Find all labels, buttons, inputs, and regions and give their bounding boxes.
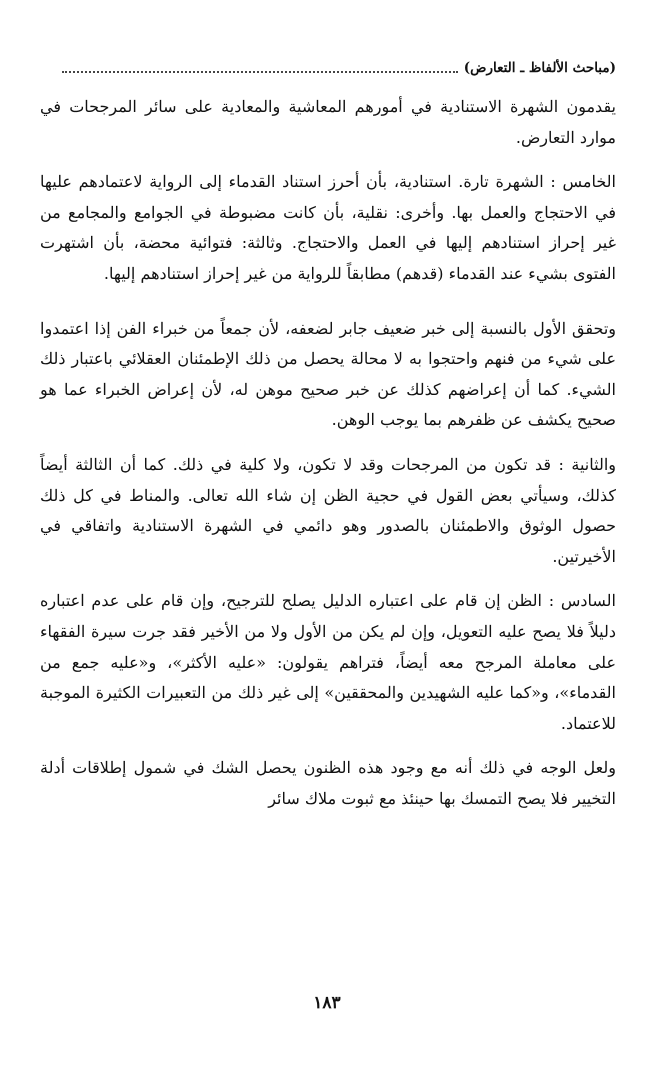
paragraph-1: يقدمون الشهرة الاستنادية في أمورهم المعاشية والمعادية على سائر المرجحات في موارد التعارض. bbox=[40, 97, 616, 147]
paragraph-2: الخامس : الشهرة تارة. استنادية، بأن أحرز استناد القدماء إلى الرواية لاعتمادهم عليها في الاحتجاج والعمل بها. وأخرى: نقلية، بأن كانت مضبوطة في الجوامع والمجامع من غير إحراز استنادهم إليها في العمل والاحتجاج. وثالثة: فتوائية محضة، بأن اشتهرت الفتوى بشيء عند القدماء (قدهم) مطابقاً للرواية من غير إحراز استنادهم إليها. bbox=[40, 172, 616, 283]
paragraph-5: السادس : الظن إن قام على اعتباره الدليل يصلح للترجيح، وإن قام على عدم اعتباره دليلاً فلا يصح عليه التعويل، وإن لم يكن من الأول ولا من الأخير فقد جرت سيرة الفقهاء على معاملة المرجح معه أيضاً، فتراهم يقولون: «عليه الأكثر»، و«عليه جمع من القدماء»، و«كما عليه الشهيدين والمحققين» إلى غير ذلك من التعبيرات الكثيرة الموجبة للاعتماد. bbox=[40, 591, 617, 733]
running-header bbox=[40, 44, 616, 78]
body-text bbox=[40, 92, 616, 814]
dotted-leader bbox=[62, 70, 458, 73]
page-number: ١٨٣ bbox=[313, 993, 341, 1013]
running-title: (مباحث الألفاظ ـ التعارض) bbox=[463, 60, 616, 76]
paragraph-3: وتحقق الأول بالنسبة إلى خبر ضعيف جابر لضعفه، لأن جمعاً من خبراء الفن إذا اعتمدوا على شيء من فنهم واحتجوا به لا محالة يحصل من ذلك الإطمئنان العقلائي باعتبار ذلك الشيء. كما أن إعراضهم كذلك عن خبر صحيح موهن له، لأن إعراض الخبراء عما هو صحيح يكشف عن ظفرهم بما يوجب الوهن. bbox=[40, 318, 617, 430]
paragraph-6: ولعل الوجه في ذلك أنه مع وجود هذه الظنون يحصل الشك في شمول إطلاقات أدلة التخيير فلا يصح التمسك بها حينئذ مع ثبوت ملاك سائر bbox=[40, 758, 616, 808]
paragraph-4: والثانية : قد تكون من المرجحات وقد لا تكون، ولا كلية في ذلك. كما أن الثالثة أيضاً كذلك، وسيأتي بعض القول في حجية الظن إن شاء الله تعالى. والمناط في كل ذلك حصول الوثوق والاطمئنان بالصدور وهو دائمي في الشهرة الاستنادية واتفاقي في الأخيرتين. bbox=[40, 454, 617, 566]
